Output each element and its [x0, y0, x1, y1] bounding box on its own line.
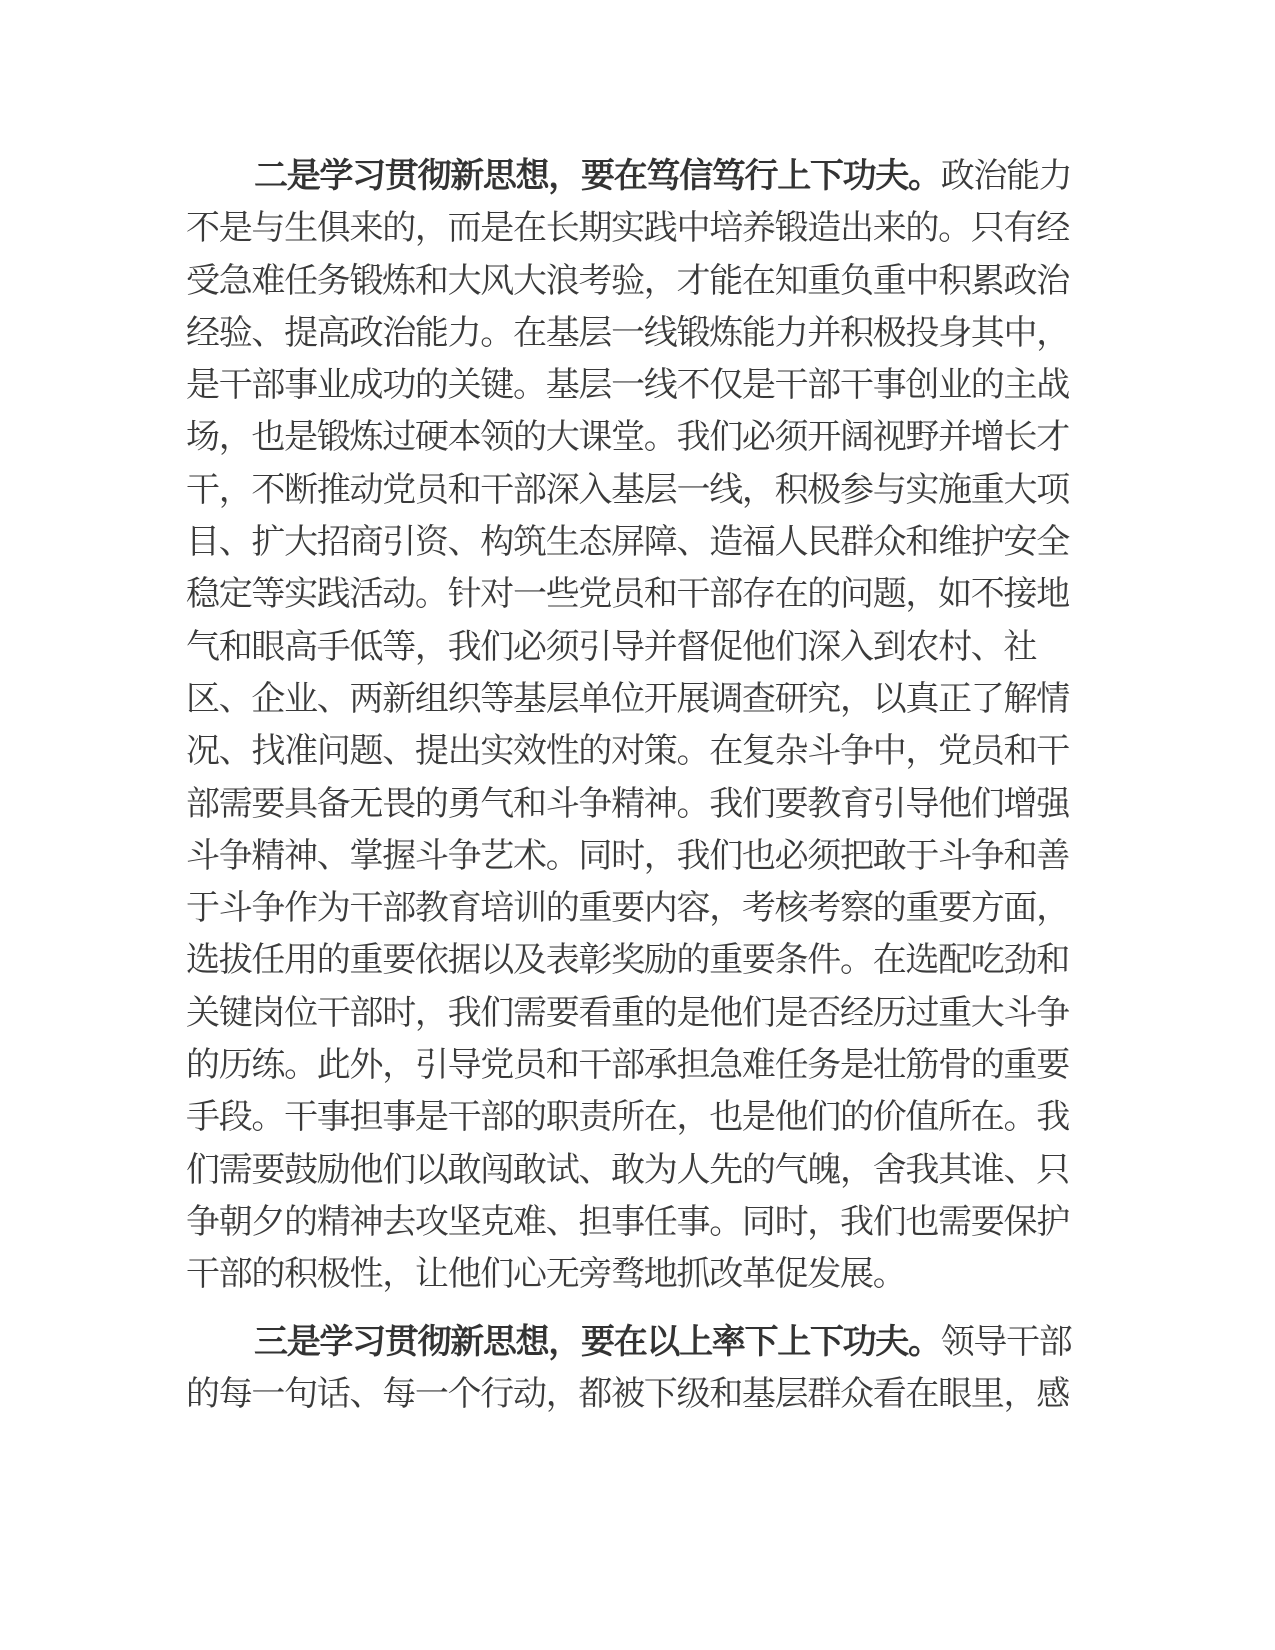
paragraph-2 — [186, 150, 1086, 1301]
paragraph-2-text: 政治能力不是与生俱来的，而是在长期实践中培养锻造出来的。只有经受急难任务锻炼和大风大浪考验，才能在知重负重中积累政治经验、提高政治能力。在基层一线锻炼能力并积极投身其中，是干部事业成功的关键。基层一线不仅是干部干事创业的主战场，也是锻炼过硬本领的大课堂。我们必须开阔视野并增长才干，不断推动党员和干部深入基层一线，积极参与实施重大项目、扩大招商引资、构筑生态屏障、造福人民群众和维护安全稳定等实践活动。针对一些党员和干部存在的问题，如不接地气和眼高手低等，我们必须引导并督促他们深入到农村、社区、企业、两新组织等基层单位开展调查研究，以真正了解情况、找准问题、提出实效性的对策。在复杂斗争中，党员和干部需要具备无畏的勇气和斗争精神。我们要教育引导他们增强斗争精神、掌握斗争艺术。同时，我们也必须把敢于斗争和善于斗争作为干部教育培训的重要内容，考核考察的重要方面，选拔任用的重要依据以及表彰奖励的重要条件。在选配吃劲和关键岗位干部时，我们需要看重的是他们是否经历过重大斗争的历练。此外，引导党员和干部承担急难任务是壮筋骨的重要手段。干事担事是干部的职责所在，也是他们的价值所在。我们需要鼓励他们以敢闯敢试、敢为人先的气魄，舍我其谁、只争朝夕的精神去攻坚克难、担事任事。同时，我们也需要保护干部的积极性，让他们心无旁骛地抓改革促发展。 — [186, 156, 1072, 1295]
paragraph-3-heading: 三是学习贯彻新思想，要在以上率下上下功夫。 — [254, 1321, 941, 1362]
paragraph-2-heading: 二是学习贯彻新思想，要在笃信笃行上下功夫。 — [254, 156, 941, 196]
document-body — [186, 150, 1086, 1420]
paragraph-3-text: 领导干部的每一句话、每一个行动，都被下级和基层群众看在眼里，感 — [186, 1321, 1072, 1414]
paragraph-3 — [186, 1316, 1086, 1421]
